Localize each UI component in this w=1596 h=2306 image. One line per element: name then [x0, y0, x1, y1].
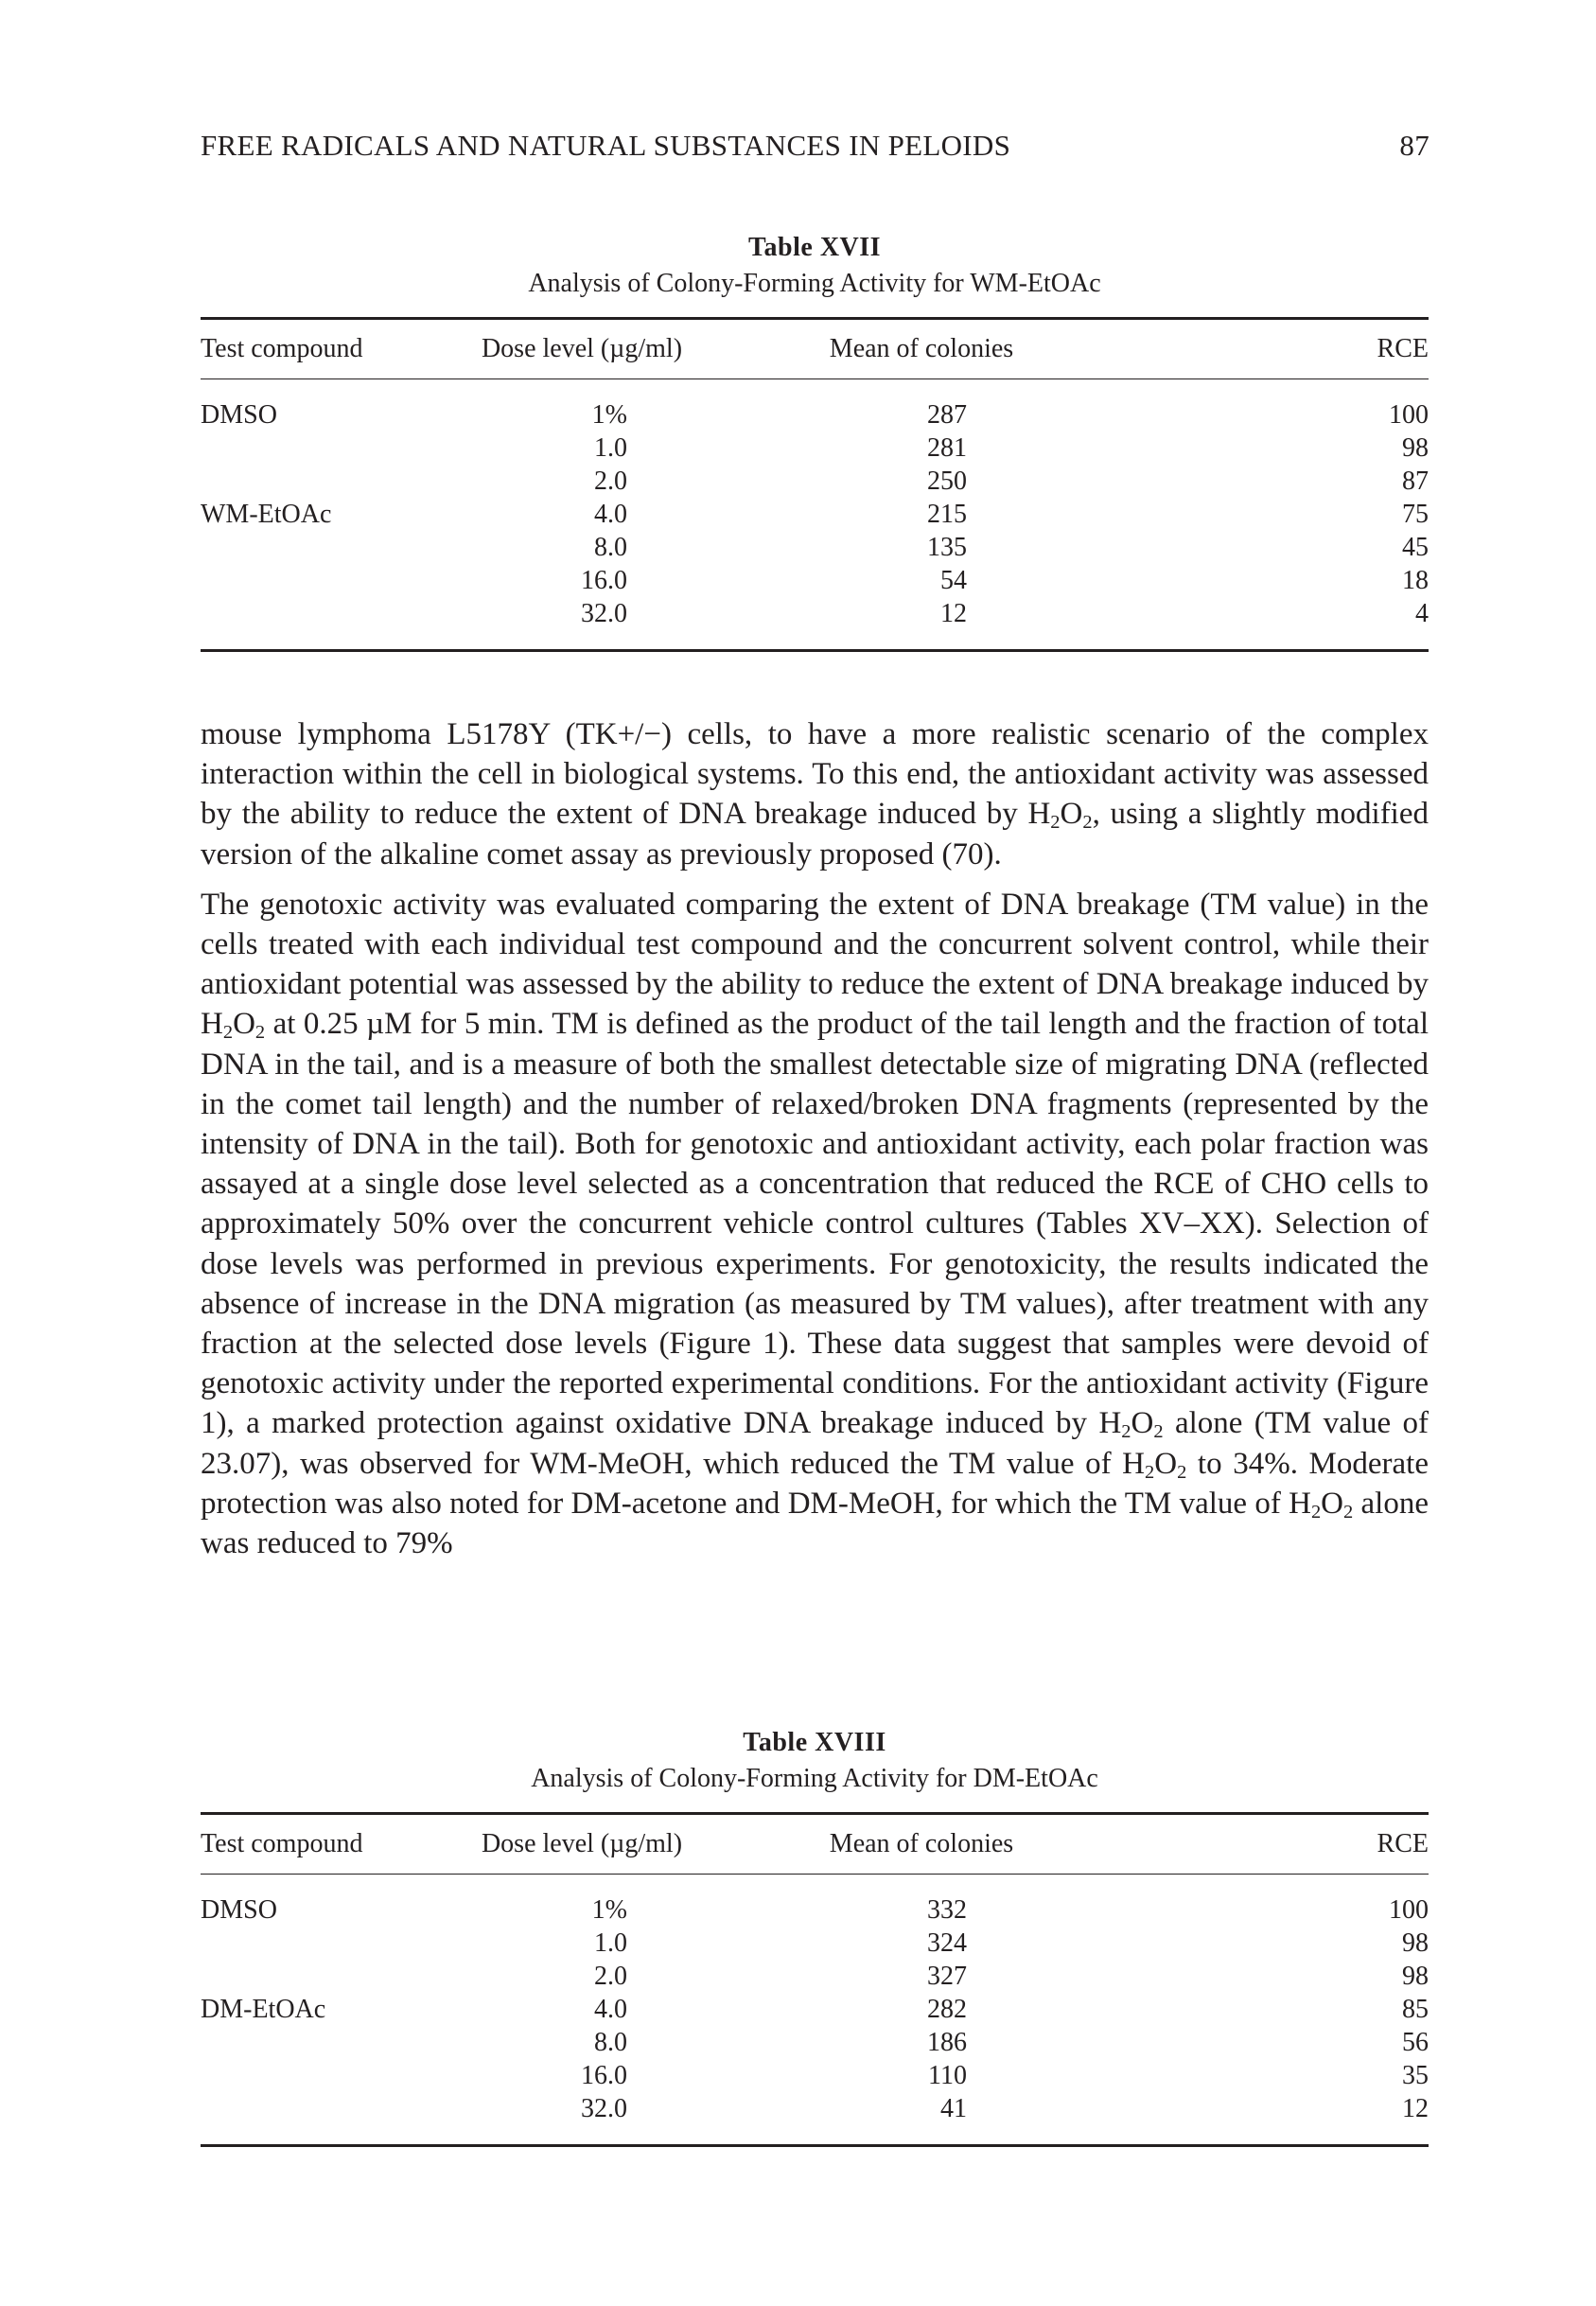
cell-dose: 4.0 — [594, 500, 627, 529]
cell-compound — [201, 1960, 454, 1993]
cell-dose: 8.0 — [594, 2028, 627, 2057]
paragraph: The genotoxic activity was evaluated comparing the extent of DNA breakage (TM value) in the cells treated with each individual test compound and the concurrent solvent control, while their antioxidant potential was assessed by the ability to reduce the extent of DNA breakage induced by $H_2O_2$ at 0.25 µM for 5 min. TM is defined as the product of the tail length and the fraction of total DNA in the tail, and is a measure of both the smallest detectable size of migrating DNA (reflected in the comet tail length) and the number of relaxed/broken DNA fragments (represented by the intensity of DNA in the tail). Both for genotoxic and antioxidant activity, each polar fraction was assayed at a single dose level selected as a concentration that reduced the RCE of CHO cells to approximately 50% over the concurrent vehicle control cultures (Tables XV–XX). Selection of dose levels was performed in previous experiments. For genotoxicity, the results indicated the absence of increase in the DNA migration (as measured by TM values), after treatment with any fraction at the selected dose levels (Figure 1). These data suggest that samples were devoid of genotoxic activity under the reported experimental conditions. For the antioxidant activity (Figure 1), a marked protection against oxidative DNA breakage induced by $H_2O_2$ alone (TM value of 23.07), was observed for WM-MeOH, which reduced the TM value of $H_2O_2$ to 34%. Moderate protection was also noted for DM-acetone and DM-MeOH, for which the TM value of $H_2O_2$ alone was reduced to 79% — [201, 887, 1429, 1561]
table-caption: Analysis of Colony-Forming Activity for WM-EtOAc — [528, 269, 1101, 298]
running-title: FREE RADICALS AND NATURAL SUBSTANCES IN PELOIDS — [201, 129, 1011, 162]
table-row — [201, 465, 1429, 498]
cell-rce: 35 — [1402, 2061, 1429, 2090]
table-title: Table XVII — [747, 233, 882, 262]
cell-compound — [201, 465, 454, 498]
cell-dose: 1% — [591, 400, 627, 430]
column-header: RCE — [1133, 319, 1429, 379]
table-row — [201, 2092, 1429, 2146]
table-title: Table XVIII — [743, 1728, 886, 1757]
body-text — [201, 714, 1429, 1563]
cell-compound: DMSO — [201, 400, 277, 430]
cell-compound — [201, 597, 454, 651]
column-header: Mean of colonies — [710, 1814, 1133, 1875]
cell-rce: 98 — [1402, 1928, 1429, 1958]
cell-rce: 85 — [1402, 1995, 1429, 2024]
table-xvii — [201, 232, 1429, 652]
table-row — [201, 597, 1429, 651]
table-row — [201, 498, 1429, 531]
cell-dose: 32.0 — [581, 599, 627, 628]
column-header: RCE — [1133, 1814, 1429, 1875]
cell-rce: 18 — [1402, 566, 1429, 595]
cell-rce: 75 — [1402, 500, 1429, 529]
column-header: Dose level (µg/ml) — [454, 1814, 710, 1875]
table-xviii — [201, 1727, 1429, 2147]
cell-rce: 100 — [1389, 400, 1429, 430]
cell-mean: 281 — [927, 433, 967, 463]
cell-rce: 12 — [1402, 2094, 1429, 2123]
cell-dose: 16.0 — [581, 2061, 627, 2090]
running-header — [201, 129, 1429, 163]
cell-dose: 32.0 — [581, 2094, 627, 2123]
table-header-row — [201, 319, 1429, 379]
cell-compound — [201, 564, 454, 597]
cell-compound — [201, 431, 454, 465]
cell-compound: WM-EtOAc — [201, 500, 332, 529]
cell-rce: 100 — [1389, 1895, 1429, 1925]
cell-rce: 56 — [1402, 2028, 1429, 2057]
column-header: Test compound — [201, 1814, 454, 1875]
cell-dose: 8.0 — [594, 533, 627, 562]
cell-compound — [201, 2026, 454, 2059]
cell-dose: 16.0 — [581, 566, 627, 595]
paragraph: mouse lymphoma L5178Y (TK+/−) cells, to have a more realistic scenario of the complex interaction within the cell in biological systems. To this end, the antioxidant activity was assessed by the ability to reduce the extent of DNA breakage induced by $H_2O_2$, using a slightly modified version of the alkaline comet assay as previously proposed (70). — [201, 717, 1429, 871]
cell-mean: 215 — [927, 500, 967, 529]
cell-mean: 135 — [927, 533, 967, 562]
cell-mean: 41 — [940, 2094, 967, 2123]
cell-compound — [201, 2092, 454, 2146]
cell-compound: DMSO — [201, 1895, 277, 1925]
table-row — [201, 1993, 1429, 2026]
column-header: Test compound — [201, 319, 454, 379]
cell-mean: 110 — [928, 2061, 967, 2090]
table-header-row — [201, 1814, 1429, 1875]
cell-compound — [201, 1927, 454, 1960]
cell-rce: 45 — [1402, 533, 1429, 562]
cell-rce: 98 — [1402, 433, 1429, 463]
cell-mean: 332 — [927, 1895, 967, 1925]
cell-compound — [201, 2059, 454, 2092]
cell-dose: 4.0 — [594, 1995, 627, 2024]
page-number: 87 — [1399, 129, 1429, 162]
table-row — [201, 531, 1429, 564]
cell-mean: 12 — [940, 599, 967, 628]
cell-mean: 282 — [927, 1995, 967, 2024]
cell-mean: 250 — [927, 466, 967, 496]
cell-mean: 186 — [927, 2028, 967, 2057]
table-row — [201, 1927, 1429, 1960]
table-row — [201, 2026, 1429, 2059]
cell-rce: 87 — [1402, 466, 1429, 496]
cell-compound — [201, 531, 454, 564]
table-row — [201, 1875, 1429, 1928]
cell-dose: 1.0 — [594, 433, 627, 463]
cell-dose: 1.0 — [594, 1928, 627, 1958]
cell-dose: 2.0 — [594, 466, 627, 496]
data-table — [201, 317, 1429, 652]
table-row — [201, 1960, 1429, 1993]
cell-dose: 1% — [591, 1895, 627, 1925]
table-row — [201, 2059, 1429, 2092]
cell-rce: 4 — [1415, 599, 1429, 628]
cell-compound: DM-EtOAc — [201, 1995, 326, 2024]
cell-rce: 98 — [1402, 1962, 1429, 1991]
table-caption: Analysis of Colony-Forming Activity for DM-EtOAc — [531, 1764, 1098, 1793]
cell-mean: 327 — [927, 1962, 967, 1991]
cell-mean: 54 — [940, 566, 967, 595]
table-row — [201, 379, 1429, 432]
cell-dose: 2.0 — [594, 1962, 627, 1991]
cell-mean: 287 — [927, 400, 967, 430]
data-table — [201, 1812, 1429, 2147]
table-row — [201, 564, 1429, 597]
column-header: Mean of colonies — [710, 319, 1133, 379]
cell-mean: 324 — [927, 1928, 967, 1958]
column-header: Dose level (µg/ml) — [454, 319, 710, 379]
table-row — [201, 431, 1429, 465]
